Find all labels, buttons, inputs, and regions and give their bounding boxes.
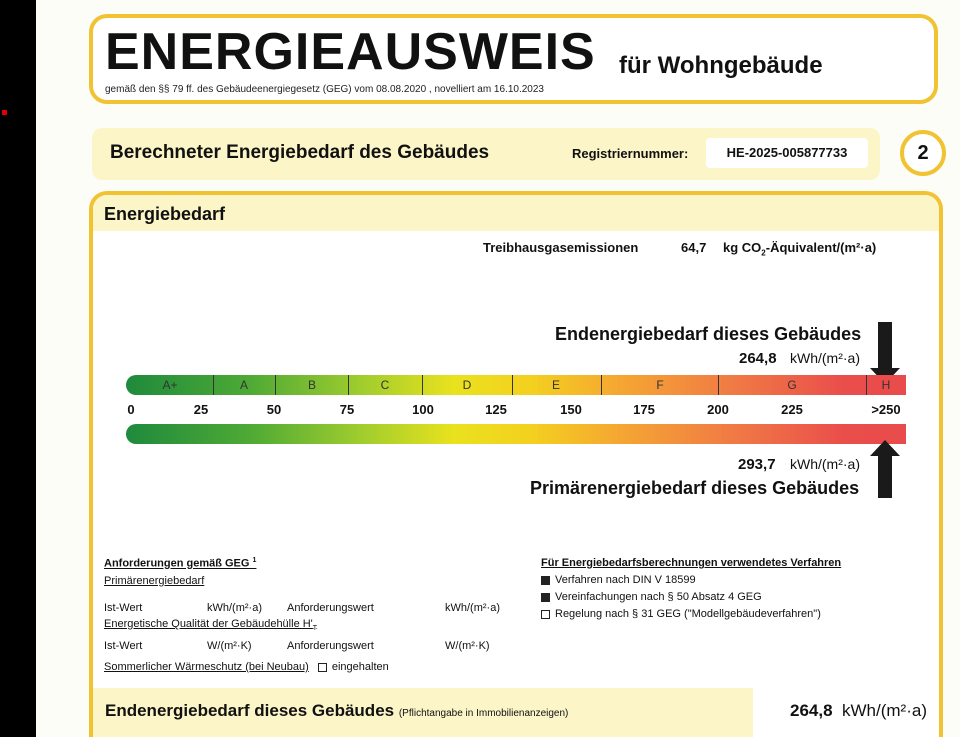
scale-number: 150 bbox=[560, 402, 582, 417]
class-label: D bbox=[462, 378, 472, 392]
envelope-requirement-unit: W/(m²·K) bbox=[445, 640, 490, 652]
scale-number: 75 bbox=[339, 402, 355, 417]
summary-value bbox=[790, 701, 927, 721]
section-title: Berechneter Energiebedarf des Gebäudes bbox=[110, 142, 490, 163]
class-label: G bbox=[787, 378, 797, 392]
end-energy-summary-bar bbox=[89, 688, 943, 737]
end-energy-value: 264,8 bbox=[739, 350, 777, 367]
scale-number: 50 bbox=[266, 402, 282, 417]
efficiency-scale-bottom bbox=[126, 424, 906, 444]
scale-number: 175 bbox=[633, 402, 655, 417]
scale-number: 100 bbox=[412, 402, 434, 417]
primary-requirement-unit: kWh/(m²·a) bbox=[445, 602, 500, 614]
ghg-unit-sub: 2 bbox=[761, 248, 766, 258]
envelope-heading-text: Energetische Qualität der Gebäudehülle H' bbox=[104, 618, 313, 630]
scale-tick bbox=[422, 375, 423, 395]
primary-energy-marker bbox=[878, 456, 892, 498]
class-label: A+ bbox=[162, 378, 178, 392]
scale-tick bbox=[512, 375, 513, 395]
summary-label bbox=[105, 701, 568, 721]
primary-requirement-label: Anforderungswert bbox=[287, 602, 374, 614]
legal-basis: gemäß den §§ 79 ff. des Gebäudeenergiegesetz (GEG) vom 08.08.2020 , novelliert am 16.10.2023 bbox=[105, 84, 544, 95]
class-label: B bbox=[307, 378, 316, 392]
primary-ist-label: Ist-Wert bbox=[104, 602, 143, 614]
methods-title: Für Energiebedarfsberechnungen verwendetes Verfahren bbox=[541, 557, 842, 569]
requirements-title-text: Anforderungen gemäß GEG bbox=[104, 557, 250, 570]
primary-energy-value: 293,7 bbox=[738, 456, 776, 473]
summary-title: Endenergiebedarf dieses Gebäudes bbox=[105, 701, 395, 720]
certificate-subtitle: für Wohngebäude bbox=[619, 52, 823, 79]
method-checkbox-din[interactable] bbox=[541, 576, 550, 585]
requirements-footnote: 1 bbox=[252, 557, 257, 564]
envelope-heading-sub: T bbox=[312, 625, 318, 633]
scale-number: 125 bbox=[485, 402, 507, 417]
envelope-requirement-label: Anforderungswert bbox=[287, 640, 374, 652]
primary-ist-unit: kWh/(m²·a) bbox=[207, 602, 262, 614]
ghg-value: 64,7 bbox=[681, 240, 707, 255]
ghg-unit bbox=[723, 240, 876, 258]
page-number: 2 bbox=[900, 130, 946, 176]
class-label: F bbox=[656, 378, 664, 392]
class-label: A bbox=[239, 378, 248, 392]
scale-number: >250 bbox=[871, 402, 901, 417]
method-item bbox=[541, 591, 762, 603]
energy-demand-title: Energiebedarf bbox=[104, 204, 226, 224]
registration-label: Registriernummer: bbox=[572, 146, 689, 161]
method-label: Vereinfachungen nach § 50 Absatz 4 GEG bbox=[555, 591, 762, 603]
summary-unit: kWh/(m²·a) bbox=[842, 701, 927, 720]
title-box bbox=[89, 14, 938, 104]
certificate-title: ENERGIEAUSWEIS bbox=[105, 23, 596, 81]
edge-mark bbox=[2, 110, 7, 115]
registration-number: HE-2025-005877733 bbox=[706, 138, 868, 168]
ghg-label: Treibhausgasemissionen bbox=[483, 240, 639, 255]
method-checkbox-model[interactable] bbox=[541, 610, 550, 619]
primary-energy-unit: kWh/(m²·a) bbox=[790, 456, 860, 472]
class-label: E bbox=[551, 378, 560, 392]
scale-number: 25 bbox=[193, 402, 209, 417]
summary-value-box bbox=[753, 688, 939, 737]
ghg-unit-b: -Äquivalent/(m²·a) bbox=[765, 240, 877, 255]
summer-protection-row bbox=[104, 661, 389, 673]
requirements-title bbox=[104, 557, 256, 570]
ghg-unit-a: kg CO bbox=[723, 240, 762, 255]
method-label: Regelung nach § 31 GEG ("Modellgebäudeverfahren") bbox=[555, 608, 821, 620]
method-item bbox=[541, 608, 821, 620]
class-label: H bbox=[881, 378, 891, 392]
scale-number: 200 bbox=[707, 402, 729, 417]
scale-tick bbox=[601, 375, 602, 395]
primary-requirement-heading: Primärenergiebedarf bbox=[104, 575, 205, 587]
summer-protection-value: eingehalten bbox=[331, 661, 389, 673]
energy-demand-header bbox=[93, 195, 939, 231]
end-energy-marker bbox=[878, 322, 892, 370]
scale-number: 0 bbox=[127, 402, 135, 417]
scale-tick bbox=[275, 375, 276, 395]
summer-protection-checkbox[interactable] bbox=[318, 663, 327, 672]
scale-tick bbox=[718, 375, 719, 395]
primary-energy-label: Primärenergiebedarf dieses Gebäudes bbox=[530, 478, 860, 498]
scale-tick bbox=[213, 375, 214, 395]
end-energy-unit: kWh/(m²·a) bbox=[790, 350, 860, 366]
scale-tick bbox=[348, 375, 349, 395]
method-label: Verfahren nach DIN V 18599 bbox=[555, 574, 696, 586]
section-header bbox=[92, 128, 880, 180]
end-energy-label: Endenergiebedarf dieses Gebäudes bbox=[555, 324, 862, 344]
summer-protection-label: Sommerlicher Wärmeschutz (bei Neubau) bbox=[104, 661, 309, 673]
envelope-ist-unit: W/(m²·K) bbox=[207, 640, 252, 652]
scale-number: 225 bbox=[781, 402, 803, 417]
method-item bbox=[541, 574, 696, 586]
envelope-heading bbox=[104, 618, 317, 632]
method-checkbox-simplified[interactable] bbox=[541, 593, 550, 602]
summary-number: 264,8 bbox=[790, 701, 833, 720]
class-label: C bbox=[380, 378, 390, 392]
envelope-ist-label: Ist-Wert bbox=[104, 640, 143, 652]
summary-note: (Pflichtangabe in Immobilienanzeigen) bbox=[398, 708, 569, 719]
